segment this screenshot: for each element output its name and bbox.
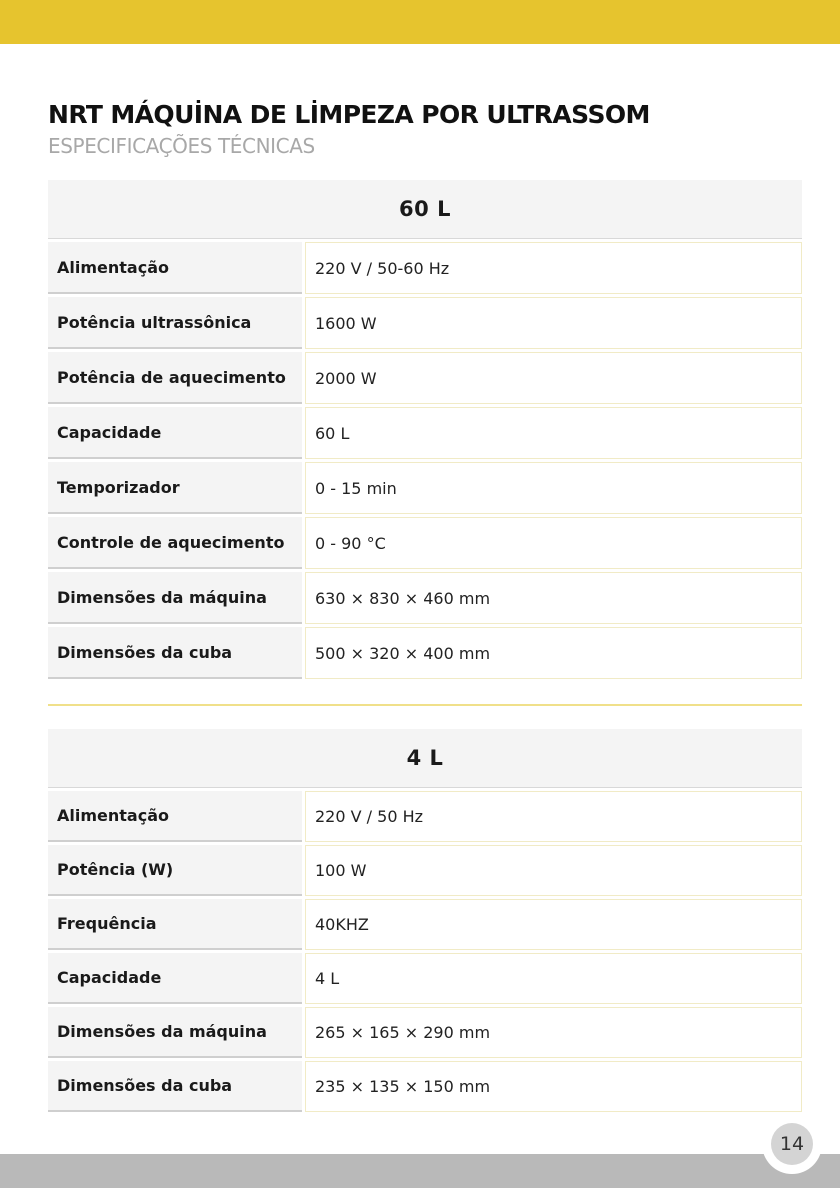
spec-value: 40KHZ [305, 899, 802, 950]
spec-value: 2000 W [305, 352, 802, 404]
spec-label: Alimentação [48, 791, 302, 842]
spec-label: Dimensões da máquina [48, 572, 302, 624]
spec-table-4l [48, 729, 802, 1115]
table-row [48, 297, 802, 349]
spec-label: Temporizador [48, 462, 302, 514]
table-row [48, 899, 802, 950]
spec-value: 4 L [305, 953, 802, 1004]
table-header: 60 L [48, 180, 802, 239]
spec-label: Dimensões da cuba [48, 1061, 302, 1112]
spec-value: 265 × 165 × 290 mm [305, 1007, 802, 1058]
spec-table-60l [48, 180, 802, 682]
spec-value: 0 - 15 min [305, 462, 802, 514]
spec-label: Potência de aquecimento [48, 352, 302, 404]
spec-label: Capacidade [48, 407, 302, 459]
spec-value: 220 V / 50-60 Hz [305, 242, 802, 294]
document-title: NRT MÁQUİNA DE LİMPEZA POR ULTRASSOM [48, 100, 650, 129]
table-row [48, 845, 802, 896]
spec-value: 235 × 135 × 150 mm [305, 1061, 802, 1112]
footer-band [0, 1154, 840, 1188]
table-row [48, 791, 802, 842]
spec-value: 60 L [305, 407, 802, 459]
spec-value: 220 V / 50 Hz [305, 791, 802, 842]
spec-label: Capacidade [48, 953, 302, 1004]
table-row [48, 242, 802, 294]
document-subtitle: ESPECIFICAÇÕES TÉCNICAS [48, 134, 315, 158]
table-row [48, 517, 802, 569]
spec-value: 630 × 830 × 460 mm [305, 572, 802, 624]
table-row [48, 407, 802, 459]
spec-label: Potência (W) [48, 845, 302, 896]
table-row [48, 953, 802, 1004]
table-row [48, 572, 802, 624]
page-number-badge [762, 1114, 822, 1174]
spec-value: 1600 W [305, 297, 802, 349]
spec-value: 100 W [305, 845, 802, 896]
spec-label: Dimensões da cuba [48, 627, 302, 679]
spec-value: 0 - 90 °C [305, 517, 802, 569]
table-row [48, 462, 802, 514]
spec-label: Dimensões da máquina [48, 1007, 302, 1058]
spec-label: Frequência [48, 899, 302, 950]
spec-label: Controle de aquecimento [48, 517, 302, 569]
spec-label: Potência ultrassônica [48, 297, 302, 349]
table-row [48, 627, 802, 679]
table-header: 4 L [48, 729, 802, 788]
spec-value: 500 × 320 × 400 mm [305, 627, 802, 679]
top-accent-band [0, 0, 840, 44]
table-row [48, 1061, 802, 1112]
page-number: 14 [771, 1123, 813, 1165]
table-row [48, 1007, 802, 1058]
section-divider [48, 704, 802, 706]
spec-label: Alimentação [48, 242, 302, 294]
table-row [48, 352, 802, 404]
